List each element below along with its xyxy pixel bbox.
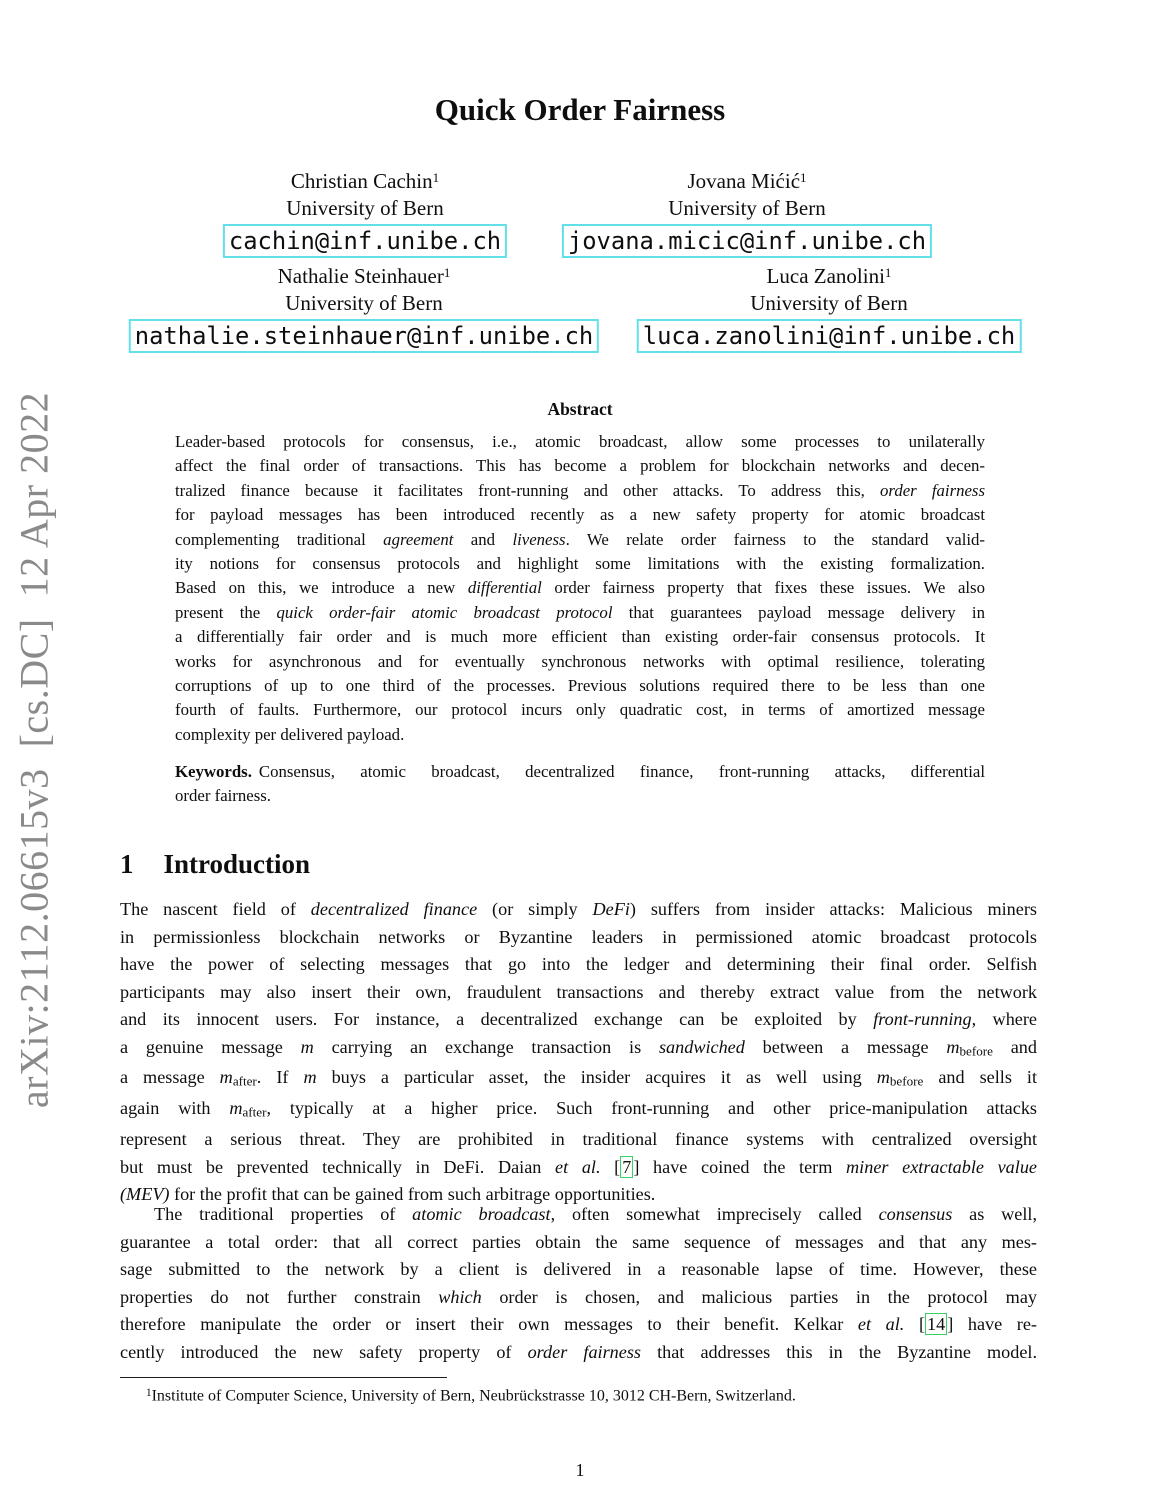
author-affiliation: University of Bern [750, 291, 908, 316]
text-segment: properties do not further constrain [120, 1286, 439, 1307]
text-segment: ] have re- [947, 1314, 1037, 1334]
text-segment: before [889, 1073, 924, 1089]
text-line [120, 951, 1037, 979]
text-segment: guarantee a total order: that all correct parties obtain the same sequence of messages and that any mes- [120, 1231, 1037, 1252]
text-segment: . We relate order fairness to the standard valid- [565, 529, 986, 549]
page-number: 1 [575, 1460, 585, 1480]
text-segment: m [219, 1067, 233, 1088]
text-segment: a differentially fair order and is much more efficient than existing order-fair consensus protocols. It [175, 627, 985, 647]
text-segment: that guarantees payload message delivery in [612, 602, 985, 622]
text-segment: Keywords. [175, 762, 252, 781]
text-segment: affect the final order of transactions. This has become a problem for blockchain networks and decen- [175, 456, 985, 476]
affiliation-mark: 1 [443, 265, 451, 280]
text-segment: again with [120, 1098, 230, 1119]
author-block [637, 259, 1022, 353]
text-line [175, 674, 985, 698]
text-segment: cently introduced the new safety property of [120, 1341, 528, 1362]
intro-paragraph-1 [120, 896, 1037, 1209]
text-segment: that addresses this in the Byzantine model. [641, 1341, 1037, 1362]
text-line [120, 1229, 1037, 1257]
text-segment: Leader-based protocols for consensus, i.e., atomic broadcast, allow some processes to unilaterally [175, 432, 985, 451]
text-segment: ] have coined the term [633, 1156, 847, 1177]
text-segment: complementing traditional [175, 529, 384, 549]
author-name: Christian Cachin$^1$ [290, 169, 440, 194]
text-segment: ) suffers from insider attacks: Malicious miners [629, 899, 1037, 919]
text-segment: and [453, 529, 513, 549]
section-title: Introduction [163, 849, 311, 879]
text-segment: sage submitted to the network by a client is delivered in a reasonable lapse of time. However, these [120, 1259, 1037, 1279]
text-segment: in permissionless blockchain networks or Byzantine leaders in permissioned atomic broadcast protocols [120, 926, 1037, 947]
text-line [120, 979, 1037, 1007]
text-line [120, 1201, 1037, 1229]
text-line [120, 1339, 1037, 1367]
text-segment: m [946, 1036, 960, 1057]
text-segment: represent a serious threat. They are prohibited in traditional finance systems with centralized oversight [120, 1129, 1037, 1150]
text-line [175, 430, 985, 454]
text-line [120, 1034, 1037, 1065]
text-segment: order fairness [527, 1341, 641, 1362]
text-segment: which [438, 1286, 482, 1307]
intro-paragraph-2 [120, 1201, 1037, 1366]
text-segment: , typically at a higher price. Such front-running and other price-manipulation attacks [266, 1098, 1037, 1119]
text-line [175, 479, 985, 503]
author-affiliation: University of Bern [286, 196, 444, 221]
section-number: 1 [120, 849, 134, 879]
abstract-heading: Abstract [547, 399, 613, 419]
author-affiliation: University of Bern [668, 196, 826, 221]
text-segment: , often somewhat imprecisely called [550, 1204, 879, 1224]
text-line [120, 1064, 1037, 1095]
author-name: Nathalie Steinhauer$^1$ [277, 264, 451, 289]
text-segment: order fairness. [175, 786, 271, 806]
text-line [175, 760, 985, 784]
text-segment: [ [904, 1314, 925, 1334]
text-segment: liveness [512, 529, 566, 549]
footnote-text: $^1$Institute of Computer Science, University of Bern, Neubrückstrasse 10, 3012 CH-Bern, Switzerland. [146, 1387, 796, 1405]
text-segment: after [232, 1073, 257, 1089]
text-segment: a genuine message [120, 1036, 301, 1057]
text-segment: corruptions of up to one third of the processes. Previous solutions required there to be less than one [175, 676, 985, 696]
text-segment: decentralized finance [310, 899, 478, 919]
footnote-mark: 1 [146, 1387, 152, 1399]
text-segment: between a message [744, 1036, 947, 1057]
email-link[interactable]: nathalie.steinhauer@inf.unibe.ch [129, 319, 599, 353]
affiliation-mark: 1 [800, 170, 807, 185]
text-segment: agreement [383, 529, 454, 549]
text-segment: for the profit that can be gained from such arbitrage opportunities. [169, 1184, 656, 1205]
text-segment: (MEV) [120, 1184, 170, 1205]
text-line [175, 784, 985, 808]
text-segment: m [300, 1036, 314, 1057]
text-line [175, 601, 985, 625]
author-block [223, 164, 507, 258]
text-segment: carrying an exchange transaction is [313, 1036, 659, 1057]
text-line [175, 552, 985, 576]
text-segment: et al. [555, 1156, 601, 1177]
text-line [120, 924, 1037, 952]
paper-title: Quick Order Fairness [434, 92, 726, 127]
text-segment: m [229, 1098, 243, 1119]
text-segment: buys a particular asset, the insider acquires it as well using [316, 1067, 877, 1088]
text-segment: ity notions for consensus protocols and highlight some limitations with the existing formalization. [175, 554, 985, 574]
text-segment: participants may also insert their own, fraudulent transactions and thereby extract value from the network [120, 981, 1037, 1002]
affiliation-mark: 1 [432, 170, 440, 185]
author-block [129, 259, 599, 353]
text-segment: therefore manipulate the order or insert their own messages to their benefit. Kelkar [120, 1314, 858, 1334]
text-segment: [ [600, 1156, 621, 1177]
text-segment: order fairness [880, 480, 985, 500]
text-segment: m [303, 1067, 317, 1088]
text-segment: differential [467, 578, 542, 598]
text-line [175, 625, 985, 649]
keywords-text [175, 760, 985, 809]
text-segment: consensus [878, 1204, 953, 1224]
text-segment: Based on this, we introduce a new [175, 578, 468, 598]
text-line [120, 1095, 1037, 1126]
text-segment: , where [971, 1009, 1037, 1029]
text-segment: front-running [873, 1009, 972, 1029]
text-segment: DeFi [592, 899, 630, 919]
citation-link[interactable]: 14 [927, 1314, 946, 1334]
text-line [175, 503, 985, 527]
text-segment: order fairness property that fixes these issues. We also [541, 578, 985, 598]
text-segment: and sells it [923, 1067, 1037, 1088]
affiliation-mark: 1 [884, 265, 892, 280]
text-line [120, 1284, 1037, 1312]
author-block [562, 164, 932, 258]
arxiv-watermark: arXiv:2112.06615v3 [cs.DC] 12 Apr 2022 [11, 391, 57, 1109]
text-line [120, 896, 1037, 924]
text-segment: . If [256, 1067, 304, 1088]
text-segment: The nascent field of [120, 899, 311, 919]
section-heading [120, 849, 310, 880]
text-line [175, 576, 985, 600]
text-segment: order is chosen, and malicious parties in the protocol may [481, 1286, 1037, 1307]
text-line [175, 723, 985, 747]
email-link[interactable]: cachin@inf.unibe.ch [223, 224, 507, 258]
text-segment: tralized finance because it facilitates front-running and other attacks. To address this, [175, 480, 881, 500]
abstract-text [175, 430, 985, 747]
text-line [175, 698, 985, 722]
text-segment: miner extractable value [846, 1156, 1037, 1177]
text-segment: Consensus, atomic broadcast, decentralized finance, front-running attacks, differential [258, 762, 985, 781]
text-line [175, 650, 985, 674]
text-segment: but must be prevented technically in DeFi. Daian [120, 1156, 556, 1177]
text-segment: works for asynchronous and for eventually synchronous networks with optimal resilience, tolerating [175, 651, 985, 671]
text-segment: as well, [952, 1204, 1038, 1224]
text-segment: present the [175, 602, 277, 622]
author-name: Luca Zanolini$^1$ [766, 264, 892, 289]
text-segment: quick order-fair atomic broadcast protocol [276, 602, 613, 622]
text-segment: after [242, 1104, 267, 1120]
text-segment: complexity per delivered payload. [175, 724, 405, 744]
text-segment: et al. [857, 1314, 905, 1334]
text-segment: and [992, 1036, 1037, 1057]
text-segment: have the power of selecting messages that go into the ledger and determining their final order. Selfish [120, 954, 1037, 974]
author-affiliation: University of Bern [285, 291, 443, 316]
text-line [175, 454, 985, 478]
email-link[interactable]: jovana.micic@inf.unibe.ch [562, 224, 932, 258]
author-name: Jovana Mićić$^1$ [687, 169, 807, 194]
citation-link[interactable]: 7 [622, 1156, 632, 1177]
text-line [120, 1311, 1037, 1339]
text-line [175, 528, 985, 552]
text-line [120, 1256, 1037, 1284]
email-link[interactable]: luca.zanolini@inf.unibe.ch [637, 319, 1022, 353]
text-segment: fourth of faults. Furthermore, our protocol incurs only quadratic cost, in terms of amortized message [175, 700, 985, 720]
footnote-rule [120, 1377, 447, 1378]
text-segment: a message [120, 1067, 220, 1088]
text-segment: before [959, 1042, 993, 1058]
text-segment: and its innocent users. For instance, a decentralized exchange can be exploited by [120, 1009, 874, 1029]
text-line [120, 1154, 1037, 1182]
text-segment: The traditional properties of [154, 1204, 413, 1224]
text-segment: (or simply [477, 899, 593, 919]
text-segment: atomic broadcast [412, 1204, 551, 1224]
text-segment: sandwiched [658, 1036, 745, 1057]
text-line [120, 1006, 1037, 1034]
text-line [120, 1126, 1037, 1154]
text-segment: m [876, 1067, 890, 1088]
text-segment: for payload messages has been introduced recently as a new safety property for atomic broadcast [175, 505, 985, 525]
